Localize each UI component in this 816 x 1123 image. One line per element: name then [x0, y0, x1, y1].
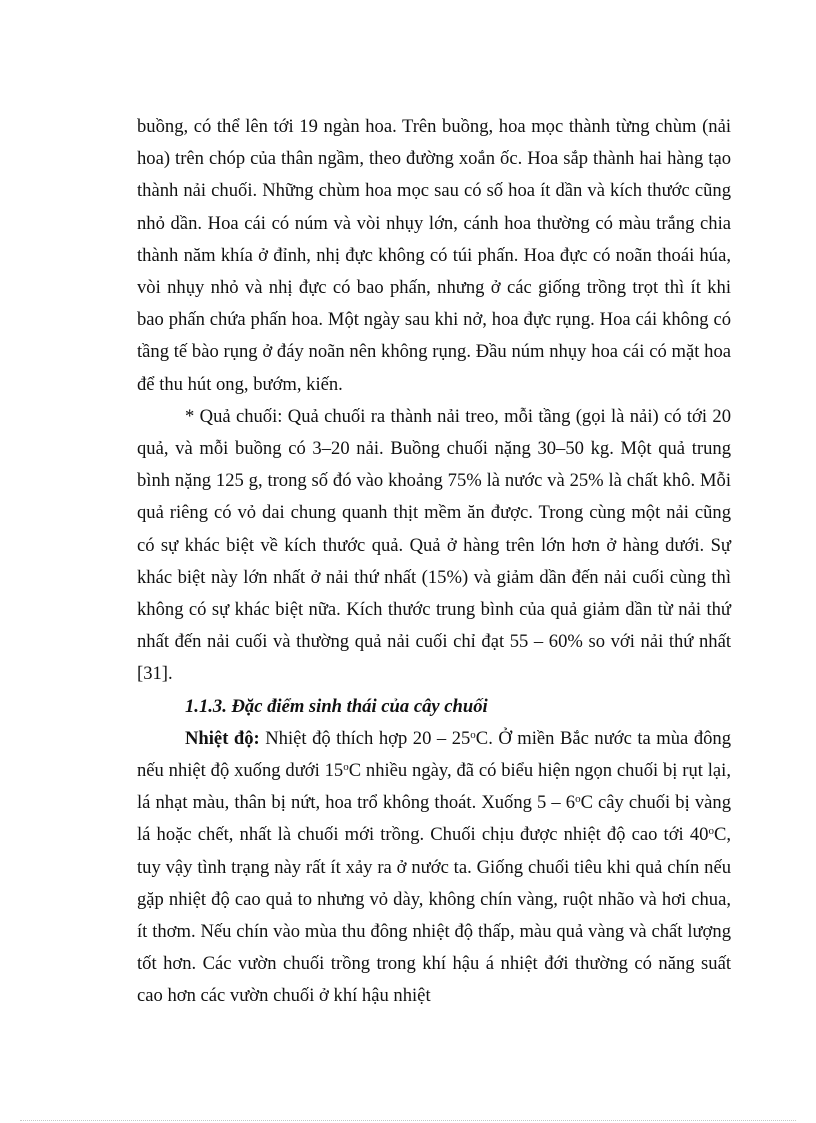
degree-symbol: o [343, 761, 349, 774]
temperature-text-2: C. Ở miền Bắc nước ta mùa đông nếu nhiệt độ xuống dưới 15 [137, 727, 732, 782]
paragraph-flower-continued: buồng, có thể lên tới 19 ngàn hoa. Trên buồng, hoa mọc thành từng chùm (nải hoa) trên chóp của thân ngầm, theo đường xoắn ốc. Hoa sắp thành hai hàng tạo thành nải chuối. Những chùm hoa mọc sau có số hoa ít dần và kích thước cũng nhỏ dần. Hoa cái có núm và vòi nhụy lớn, cánh hoa thường có màu trắng chia thành năm khía ở đỉnh, nhị đực không có túi phấn. Hoa đực có noãn thoái húa, vòi nhụy nhỏ và nhị đực có bao phấn, nhưng ở các giống trồng trọt thì ít khi bao phấn chứa phấn hoa. Một ngày sau khi nở, hoa đực rụng. Hoa cái không có tầng tế bào rụng ở đáy noãn nên không rụng. Đầu núm nhụy hoa cái có mặt hoa để thu hút ong, bướm, kiến. [137, 116, 731, 395]
temperature-text-1: Nhiệt độ thích hợp 20 – 25 [259, 727, 471, 749]
paragraph-fruit: * Quả chuối: Quả chuối ra thành nải treo, mỗi tầng (gọi là nải) có tới 20 quả, và mỗi buồng có 3–20 nải. Buồng chuối nặng 30–50 kg. Một quả trung bình nặng 125 g, trong số đó vào khoảng 75% là nước và 25% là chất khô. Mỗi quả riêng có vỏ dai chung quanh thịt mềm ăn được. Trong cùng một nải cũng có sự khác biệt về kích thước quả. Quả ở hàng trên lớn hơn ở hàng dưới. Sự khác biệt này lớn nhất ở nải thứ nhất (15%) và giảm dần đến nải cuối cùng thì không có sự khác biệt nữa. Kích thước trung bình của quả giảm dần từ nải thứ nhất đến nải cuối và thường quả nải cuối chỉ đạt 55 – 60% so với nải thứ nhất [31]. [137, 405, 731, 685]
temperature-text-5: C, tuy vậy tình trạng này rất ít xảy ra ở nước ta. Giống chuối tiêu khi quả chín nếu gặp nhiệt độ cao quả to nhưng vỏ dày, không chín vàng, ruột nhão và hơi chua, ít thơm. Nếu chín vào mùa thu đông nhiệt độ thấp, màu quả vàng và chất lượng tốt hơn. Các vườn chuối trồng trong khí hậu á nhiệt đới thường có năng suất cao hơn các vườn chuối ở khí hậu nhiệt [137, 824, 731, 1007]
document-body [137, 111, 731, 1013]
temperature-label: Nhiệt độ: [185, 727, 260, 749]
temperature-text-4: C cây chuối bị vàng lá hoặc chết, nhất là chuối mới trồng. Chuối chịu được nhiệt độ cao tới 40 [137, 792, 731, 846]
degree-symbol: o [575, 793, 581, 806]
temperature-text-3: C nhiều ngày, đã có biểu hiện ngọn chuối bị rụt lại, lá nhạt màu, thân bị nứt, hoa trổ không thoát. Xuống 5 – 6 [137, 760, 731, 814]
degree-symbol: o [708, 825, 714, 838]
degree-symbol: o [470, 728, 476, 741]
paragraph-temperature [137, 723, 731, 1013]
section-heading: 1.1.3. Đặc điểm sinh thái của cây chuối [185, 695, 488, 717]
page-bottom-rule [20, 1120, 796, 1121]
